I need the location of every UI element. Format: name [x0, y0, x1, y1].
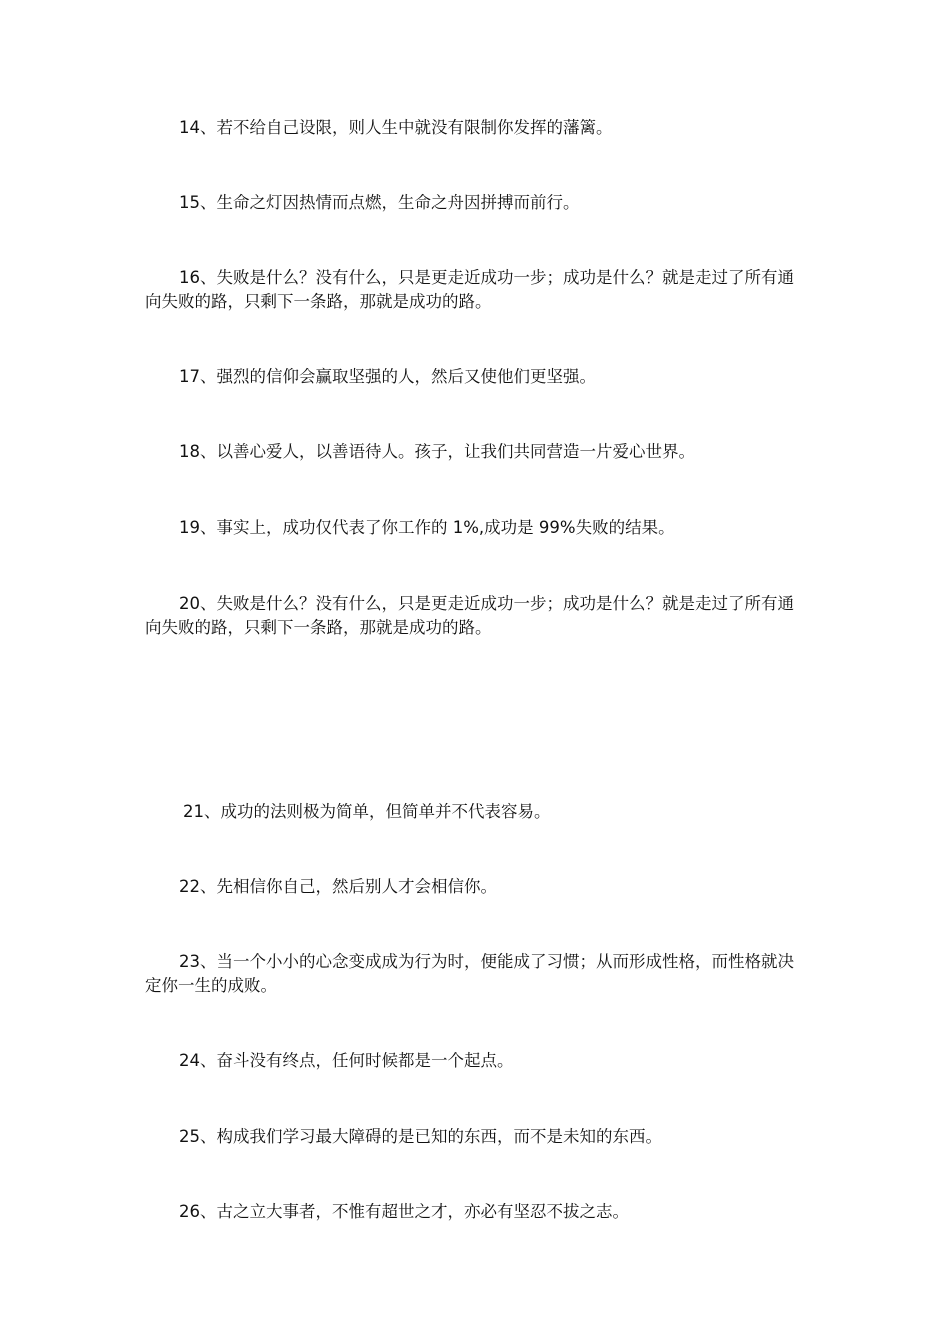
paragraph-18: 18、以善心爱人，以善语待人。孩子，让我们共同营造一片爱心世界。	[179, 442, 695, 461]
paragraph-23: 23、当一个小小的心念变成成为行为时，便能成了习惯；从而形成性格，而性格就决定你一生的成败。	[145, 952, 794, 995]
paragraph-14: 14、若不给自己设限，则人生中就没有限制你发挥的藩篱。	[179, 118, 613, 137]
paragraph-16: 16、失败是什么？没有什么，只是更走近成功一步；成功是什么？就是走过了所有通向失败的路，只剩下一条路，那就是成功的路。	[145, 268, 794, 311]
paragraph-26: 26、古之立大事者，不惟有超世之才，亦必有坚忍不拔之志。	[179, 1202, 629, 1221]
paragraph-17: 17、强烈的信仰会赢取坚强的人，然后又使他们更坚强。	[179, 367, 596, 386]
paragraph-20: 20、失败是什么？没有什么，只是更走近成功一步；成功是什么？就是走过了所有通向失败的路，只剩下一条路，那就是成功的路。	[145, 594, 794, 637]
paragraph-21: 21、成功的法则极为简单，但简单并不代表容易。	[183, 802, 551, 821]
paragraph-25: 25、构成我们学习最大障碍的是已知的东西，而不是未知的东西。	[179, 1127, 662, 1146]
paragraph-22: 22、先相信你自己，然后别人才会相信你。	[179, 877, 497, 896]
paragraph-15: 15、生命之灯因热情而点燃，生命之舟因拼搏而前行。	[179, 193, 580, 212]
paragraph-24: 24、奋斗没有终点，任何时候都是一个起点。	[179, 1051, 514, 1070]
paragraph-19: 19、事实上，成功仅代表了你工作的 1%,成功是 99%失败的结果。	[179, 518, 675, 537]
